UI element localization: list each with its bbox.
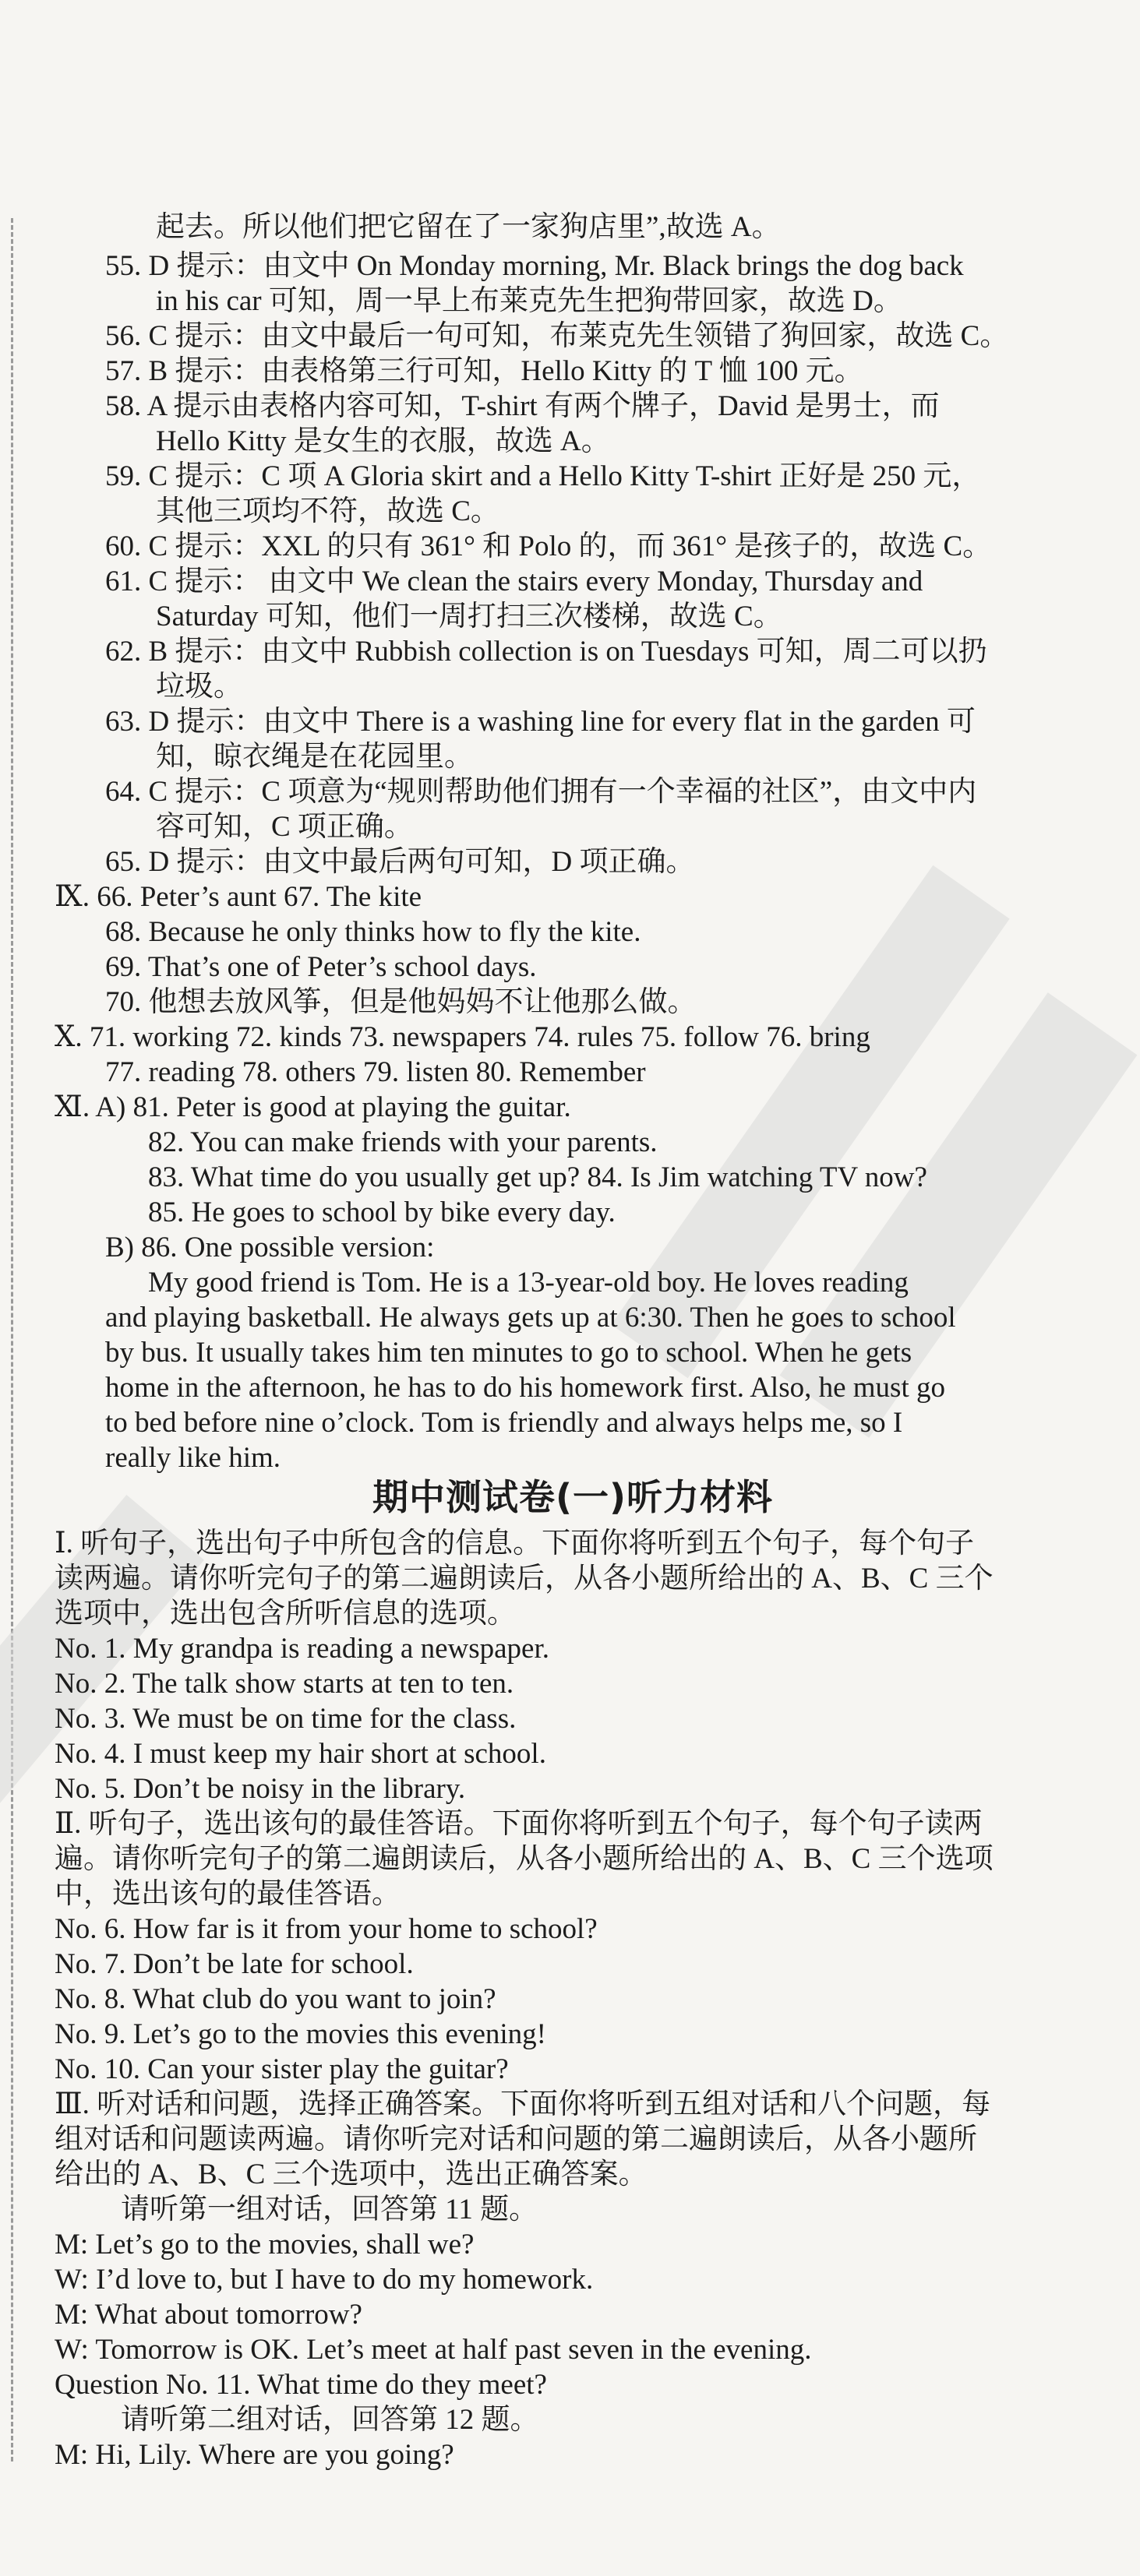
dialogue-heading: 请听第一组对话，回答第 11 题。 (121, 2194, 538, 2225)
instruction-line: Ⅲ. 听对话和问题，选择正确答案。下面你将听到五组对话和八个问题，每 (55, 2088, 991, 2120)
essay-line: to bed before nine o’clock. Tom is friendly and always helps me, so I (105, 1407, 903, 1439)
instruction-line: 遍。请你听完句子的第二遍朗读后，从各小题所给出的 A、B、C 三个选项 (55, 1843, 994, 1875)
listening-item: No. 2. The talk show starts at ten to ten. (55, 1668, 514, 1700)
instruction-line: Ⅱ. 听句子，选出该句的最佳答语。下面你将听到五个句子，每个句子读两 (55, 1808, 983, 1840)
text-line: Saturday 可知，他们一周打扫三次楼梯，故选 C。 (156, 601, 782, 633)
listening-item: No. 1. My grandpa is reading a newspaper. (55, 1633, 549, 1665)
text-line: 容可知，C 项正确。 (156, 811, 413, 843)
text-line: in his car 可知，周一早上布莱克先生把狗带回家，故选 D。 (156, 285, 902, 317)
answer-57: 57. B 提示：由表格第三行可知，Hello Kitty 的 T 恤 100 元。 (105, 355, 863, 387)
answer-61: 61. C 提示： 由文中 We clean the stairs every Monday, Thursday and (105, 566, 923, 597)
instruction-line: 读两遍。请你听完句子的第二遍朗读后，从各小题所给出的 A、B、C 三个 (55, 1563, 994, 1595)
text-line: 起去。所以他们把它留在了一家狗店里”,故选 A。 (156, 211, 781, 243)
instruction-line: 组对话和问题读两遍。请你听完对话和问题的第二遍朗读后，从各小题所 (55, 2123, 977, 2155)
instruction-line: Ⅰ. 听句子，选出句子中所包含的信息。下面你将听到五个句子，每个句子 (55, 1528, 975, 1559)
text-line: Hello Kitty 是女生的衣服，故选 A。 (156, 425, 610, 457)
listening-item: No. 7. Don’t be late for school. (55, 1948, 414, 1980)
section-ix: Ⅸ. 66. Peter’s aunt 67. The kite (55, 881, 422, 913)
listening-item: No. 3. We must be on time for the class. (55, 1703, 517, 1735)
answer-59: 59. C 提示：C 项 A Gloria skirt and a Hello Kitty T-shirt 正好是 250 元， (105, 460, 981, 492)
listening-item: No. 6. How far is it from your home to school? (55, 1913, 598, 1945)
answer-62: 62. B 提示：由文中 Rubbish collection is on Tuesdays 可知，周二可以扔 (105, 636, 987, 668)
listening-item: No. 4. I must keep my hair short at school. (55, 1738, 546, 1770)
text-line: 69. That’s one of Peter’s school days. (105, 951, 537, 983)
answer-56: 56. C 提示：由文中最后一句可知，布莱克先生领错了狗回家，故选 C。 (105, 320, 1009, 352)
text-line: 82. You can make friends with your parents. (148, 1126, 658, 1158)
essay-line: home in the afternoon, he has to do his homework first. Also, he must go (105, 1372, 945, 1404)
essay-line: really like him. (105, 1442, 281, 1474)
binding-dashed-line (11, 218, 13, 2461)
section-xi: Ⅺ. A) 81. Peter is good at playing the guitar. (55, 1091, 571, 1123)
text-line: 知，晾衣绳是在花园里。 (156, 741, 473, 773)
answer-60: 60. C 提示：XXL 的只有 361° 和 Polo 的，而 361° 是孩子的，故选 C。 (105, 530, 992, 562)
instruction-line: 给出的 A、B、C 三个选项中，选出正确答案。 (55, 2158, 648, 2190)
essay-line: and playing basketball. He always gets up at 6:30. Then he goes to school (105, 1302, 956, 1334)
text-line: 83. What time do you usually get up? 84. Is Jim watching TV now? (148, 1161, 927, 1193)
dialogue-line: M: Hi, Lily. Where are you going? (55, 2439, 454, 2471)
listening-item: No. 9. Let’s go to the movies this evening! (55, 2018, 546, 2050)
text-line: 70. 他想去放风筝，但是他妈妈不让他那么做。 (105, 986, 697, 1018)
text-line: 85. He goes to school by bike every day. (148, 1196, 616, 1228)
text-line: 68. Because he only thinks how to fly the kite. (105, 916, 641, 948)
question-line: Question No. 11. What time do they meet? (55, 2369, 547, 2401)
essay-line: by bus. It usually takes him ten minutes to go to school. When he gets (105, 1337, 912, 1369)
instruction-line: 选项中，选出包含所听信息的选项。 (55, 1598, 516, 1630)
instruction-line: 中，选出该句的最佳答语。 (55, 1878, 401, 1910)
dialogue-line: M: Let’s go to the movies, shall we? (55, 2229, 475, 2261)
answer-65: 65. D 提示：由文中最后两句可知，D 项正确。 (105, 846, 695, 878)
answer-63: 63. D 提示：由文中 There is a washing line for every flat in the garden 可 (105, 706, 976, 738)
text-line: 其他三项均不符，故选 C。 (156, 495, 499, 527)
answer-58: 58. A 提示由表格内容可知，T-shirt 有两个牌子，David 是男士，而 (105, 390, 940, 422)
section-title: 期中测试卷(一)听力材料 (372, 1476, 774, 1518)
text-line: 77. reading 78. others 79. listen 80. Remember (105, 1056, 646, 1088)
essay-line: My good friend is Tom. He is a 13-year-old boy. He loves reading (148, 1267, 909, 1299)
dialogue-line: W: I’d love to, but I have to do my homework. (55, 2264, 594, 2296)
section-x: Ⅹ. 71. working 72. kinds 73. newspapers 74. rules 75. follow 76. bring (55, 1021, 870, 1053)
text-line: B) 86. One possible version: (105, 1232, 435, 1263)
listening-item: No. 8. What club do you want to join? (55, 1983, 496, 2015)
listening-item: No. 5. Don’t be noisy in the library. (55, 1773, 466, 1805)
answer-55: 55. D 提示：由文中 On Monday morning, Mr. Black brings the dog back (105, 250, 964, 282)
listening-item: No. 10. Can your sister play the guitar? (55, 2053, 509, 2085)
dialogue-line: W: Tomorrow is OK. Let’s meet at half past seven in the evening. (55, 2334, 812, 2366)
dialogue-line: M: What about tomorrow? (55, 2299, 362, 2331)
dialogue-heading: 请听第二组对话，回答第 12 题。 (121, 2404, 539, 2436)
answer-64: 64. C 提示：C 项意为“规则帮助他们拥有一个幸福的社区”，由文中内 (105, 776, 977, 808)
text-line: 垃圾。 (156, 671, 242, 703)
